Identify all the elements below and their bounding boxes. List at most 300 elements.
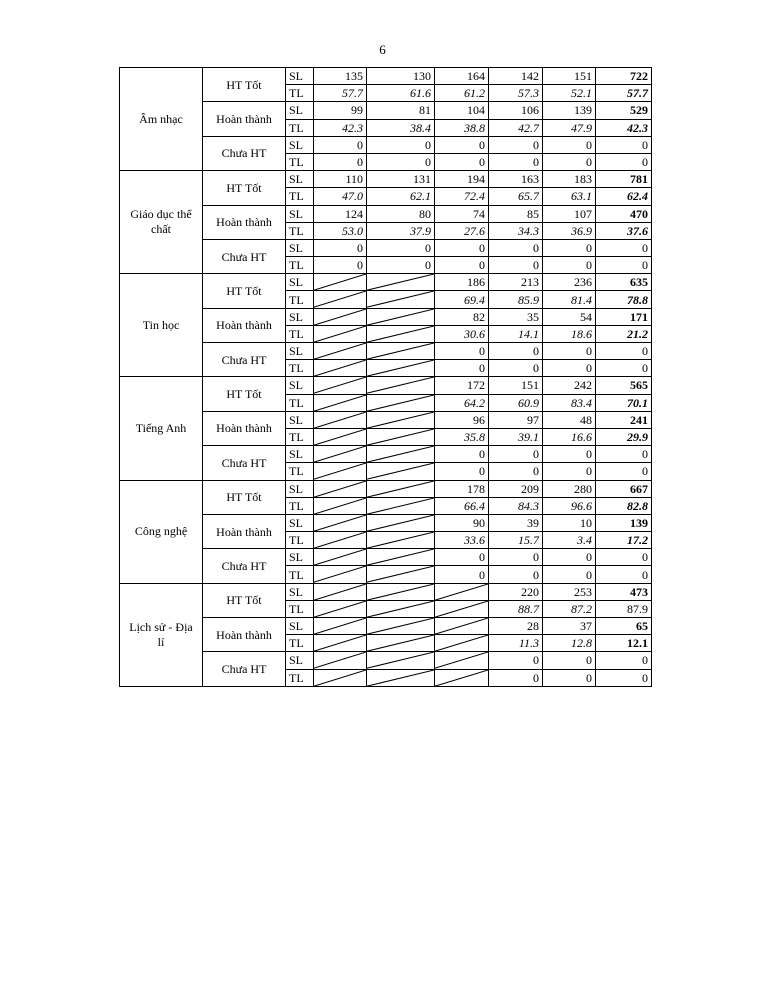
value-cell: 61.2 <box>435 85 489 102</box>
value-cell: 69.4 <box>435 291 489 308</box>
value-cell: 106 <box>489 102 543 119</box>
diagonal-strike-icon <box>314 515 366 531</box>
value-cell: 83.4 <box>543 394 596 411</box>
value-cell: 163 <box>489 171 543 188</box>
metric-label: TL <box>286 291 314 308</box>
level-label: Hoàn thành <box>203 102 286 136</box>
results-table <box>119 67 652 687</box>
diagonal-strike-icon <box>435 618 488 634</box>
value-cell: 90 <box>435 514 489 531</box>
level-label: HT Tốt <box>203 583 286 617</box>
diagonal-strike-icon <box>367 343 434 359</box>
value-cell: 3.4 <box>543 532 596 549</box>
total-cell: 139 <box>596 514 652 531</box>
level-label: Hoàn thành <box>203 411 286 445</box>
empty-cell <box>314 274 367 291</box>
metric-label: TL <box>286 325 314 342</box>
metric-label: TL <box>286 532 314 549</box>
diagonal-strike-icon <box>314 343 366 359</box>
value-cell: 0 <box>314 136 367 153</box>
level-label: Hoàn thành <box>203 618 286 652</box>
metric-label: SL <box>286 205 314 222</box>
table-row <box>120 377 652 394</box>
value-cell: 96 <box>435 411 489 428</box>
diagonal-strike-icon <box>314 412 366 428</box>
value-cell: 0 <box>543 257 596 274</box>
metric-label: TL <box>286 635 314 652</box>
value-cell: 107 <box>543 205 596 222</box>
value-cell: 38.8 <box>435 119 489 136</box>
level-label: HT Tốt <box>203 480 286 514</box>
level-label: Hoàn thành <box>203 514 286 548</box>
empty-cell <box>367 566 435 583</box>
metric-label: TL <box>286 600 314 617</box>
empty-cell <box>314 583 367 600</box>
total-cell: 529 <box>596 102 652 119</box>
metric-label: SL <box>286 377 314 394</box>
total-cell: 12.1 <box>596 635 652 652</box>
diagonal-strike-icon <box>367 635 434 651</box>
diagonal-strike-icon <box>314 360 366 376</box>
value-cell: 88.7 <box>489 600 543 617</box>
value-cell: 28 <box>489 618 543 635</box>
value-cell: 87.2 <box>543 600 596 617</box>
value-cell: 16.6 <box>543 428 596 445</box>
total-cell: 470 <box>596 205 652 222</box>
metric-label: TL <box>286 257 314 274</box>
total-cell: 0 <box>596 136 652 153</box>
metric-label: TL <box>286 394 314 411</box>
diagonal-strike-icon <box>314 463 366 479</box>
diagonal-strike-icon <box>314 618 366 634</box>
metric-label: SL <box>286 308 314 325</box>
empty-cell <box>314 497 367 514</box>
value-cell: 99 <box>314 102 367 119</box>
empty-cell <box>367 652 435 669</box>
empty-cell <box>367 514 435 531</box>
value-cell: 64.2 <box>435 394 489 411</box>
metric-label: SL <box>286 583 314 600</box>
empty-cell <box>367 549 435 566</box>
value-cell: 0 <box>435 446 489 463</box>
value-cell: 0 <box>489 549 543 566</box>
value-cell: 0 <box>435 239 489 256</box>
metric-label: TL <box>286 222 314 239</box>
value-cell: 0 <box>489 360 543 377</box>
value-cell: 172 <box>435 377 489 394</box>
diagonal-strike-icon <box>314 274 366 290</box>
value-cell: 0 <box>543 566 596 583</box>
value-cell: 139 <box>543 102 596 119</box>
empty-cell <box>314 618 367 635</box>
value-cell: 62.1 <box>367 188 435 205</box>
empty-cell <box>367 428 435 445</box>
value-cell: 14.1 <box>489 325 543 342</box>
diagonal-strike-icon <box>367 652 434 668</box>
empty-cell <box>367 669 435 686</box>
empty-cell <box>314 532 367 549</box>
total-cell: 29.9 <box>596 428 652 445</box>
value-cell: 81 <box>367 102 435 119</box>
empty-cell <box>314 463 367 480</box>
value-cell: 142 <box>489 68 543 85</box>
total-cell: 0 <box>596 566 652 583</box>
value-cell: 85 <box>489 205 543 222</box>
empty-cell <box>314 343 367 360</box>
diagonal-strike-icon <box>314 635 366 651</box>
value-cell: 0 <box>543 463 596 480</box>
metric-label: TL <box>286 428 314 445</box>
diagonal-strike-icon <box>314 498 366 514</box>
diagonal-strike-icon <box>314 566 366 582</box>
value-cell: 37 <box>543 618 596 635</box>
total-cell: 0 <box>596 669 652 686</box>
value-cell: 35 <box>489 308 543 325</box>
metric-label: SL <box>286 652 314 669</box>
value-cell: 0 <box>489 239 543 256</box>
value-cell: 0 <box>489 652 543 669</box>
value-cell: 0 <box>435 549 489 566</box>
value-cell: 33.6 <box>435 532 489 549</box>
value-cell: 60.9 <box>489 394 543 411</box>
level-label: Chưa HT <box>203 343 286 377</box>
empty-cell <box>314 325 367 342</box>
diagonal-strike-icon <box>367 429 434 445</box>
level-label: HT Tốt <box>203 68 286 102</box>
diagonal-strike-icon <box>367 377 434 393</box>
diagonal-strike-icon <box>367 618 434 634</box>
diagonal-strike-icon <box>314 446 366 462</box>
value-cell: 0 <box>543 153 596 170</box>
diagonal-strike-icon <box>367 481 434 497</box>
empty-cell <box>367 635 435 652</box>
value-cell: 0 <box>435 566 489 583</box>
level-label: Hoàn thành <box>203 308 286 342</box>
metric-label: SL <box>286 618 314 635</box>
diagonal-strike-icon <box>314 429 366 445</box>
value-cell: 47.9 <box>543 119 596 136</box>
empty-cell <box>367 308 435 325</box>
value-cell: 104 <box>435 102 489 119</box>
diagonal-strike-icon <box>367 326 434 342</box>
value-cell: 65.7 <box>489 188 543 205</box>
metric-label: TL <box>286 153 314 170</box>
level-label: Chưa HT <box>203 136 286 170</box>
empty-cell <box>367 343 435 360</box>
diagonal-strike-icon <box>314 309 366 325</box>
value-cell: 15.7 <box>489 532 543 549</box>
value-cell: 85.9 <box>489 291 543 308</box>
empty-cell <box>314 514 367 531</box>
diagonal-strike-icon <box>367 446 434 462</box>
value-cell: 183 <box>543 171 596 188</box>
empty-cell <box>367 394 435 411</box>
value-cell: 81.4 <box>543 291 596 308</box>
empty-cell <box>367 583 435 600</box>
value-cell: 151 <box>543 68 596 85</box>
value-cell: 130 <box>367 68 435 85</box>
value-cell: 0 <box>543 652 596 669</box>
empty-cell <box>367 411 435 428</box>
value-cell: 82 <box>435 308 489 325</box>
value-cell: 0 <box>489 136 543 153</box>
value-cell: 42.3 <box>314 119 367 136</box>
empty-cell <box>314 377 367 394</box>
empty-cell <box>435 652 489 669</box>
value-cell: 37.9 <box>367 222 435 239</box>
empty-cell <box>435 583 489 600</box>
diagonal-strike-icon <box>314 481 366 497</box>
empty-cell <box>314 394 367 411</box>
table-row <box>120 480 652 497</box>
value-cell: 57.7 <box>314 85 367 102</box>
value-cell: 135 <box>314 68 367 85</box>
table-row <box>120 274 652 291</box>
value-cell: 34.3 <box>489 222 543 239</box>
diagonal-strike-icon <box>314 670 366 686</box>
total-cell: 78.8 <box>596 291 652 308</box>
empty-cell <box>314 480 367 497</box>
metric-label: SL <box>286 446 314 463</box>
value-cell: 39.1 <box>489 428 543 445</box>
diagonal-strike-icon <box>367 515 434 531</box>
subject-name: Tin học <box>120 274 203 377</box>
diagonal-strike-icon <box>367 498 434 514</box>
total-cell: 70.1 <box>596 394 652 411</box>
total-cell: 57.7 <box>596 85 652 102</box>
empty-cell <box>314 566 367 583</box>
level-label: HT Tốt <box>203 171 286 205</box>
empty-cell <box>314 411 367 428</box>
value-cell: 0 <box>314 257 367 274</box>
diagonal-strike-icon <box>367 412 434 428</box>
value-cell: 209 <box>489 480 543 497</box>
value-cell: 131 <box>367 171 435 188</box>
diagonal-strike-icon <box>314 291 366 307</box>
value-cell: 0 <box>489 153 543 170</box>
total-cell: 0 <box>596 463 652 480</box>
empty-cell <box>314 291 367 308</box>
value-cell: 151 <box>489 377 543 394</box>
diagonal-strike-icon <box>367 309 434 325</box>
level-label: HT Tốt <box>203 377 286 411</box>
total-cell: 635 <box>596 274 652 291</box>
total-cell: 65 <box>596 618 652 635</box>
metric-label: SL <box>286 171 314 188</box>
empty-cell <box>314 652 367 669</box>
total-cell: 82.8 <box>596 497 652 514</box>
metric-label: TL <box>286 85 314 102</box>
metric-label: TL <box>286 119 314 136</box>
metric-label: SL <box>286 68 314 85</box>
total-cell: 17.2 <box>596 532 652 549</box>
value-cell: 38.4 <box>367 119 435 136</box>
value-cell: 0 <box>367 136 435 153</box>
total-cell: 42.3 <box>596 119 652 136</box>
empty-cell <box>314 428 367 445</box>
total-cell: 565 <box>596 377 652 394</box>
value-cell: 178 <box>435 480 489 497</box>
diagonal-strike-icon <box>314 584 366 600</box>
value-cell: 124 <box>314 205 367 222</box>
value-cell: 0 <box>489 257 543 274</box>
metric-label: TL <box>286 360 314 377</box>
empty-cell <box>314 308 367 325</box>
empty-cell <box>367 480 435 497</box>
empty-cell <box>367 618 435 635</box>
metric-label: SL <box>286 239 314 256</box>
value-cell: 18.6 <box>543 325 596 342</box>
diagonal-strike-icon <box>367 566 434 582</box>
value-cell: 0 <box>489 343 543 360</box>
total-cell: 0 <box>596 652 652 669</box>
value-cell: 0 <box>314 239 367 256</box>
value-cell: 47.0 <box>314 188 367 205</box>
diagonal-strike-icon <box>435 635 488 651</box>
total-cell: 0 <box>596 360 652 377</box>
value-cell: 66.4 <box>435 497 489 514</box>
value-cell: 280 <box>543 480 596 497</box>
value-cell: 0 <box>543 360 596 377</box>
level-label: Chưa HT <box>203 549 286 583</box>
value-cell: 220 <box>489 583 543 600</box>
diagonal-strike-icon <box>314 377 366 393</box>
value-cell: 0 <box>435 463 489 480</box>
metric-label: SL <box>286 102 314 119</box>
subject-name: Công nghệ <box>120 480 203 583</box>
value-cell: 0 <box>489 566 543 583</box>
value-cell: 213 <box>489 274 543 291</box>
diagonal-strike-icon <box>367 463 434 479</box>
level-label: Chưa HT <box>203 239 286 273</box>
diagonal-strike-icon <box>367 274 434 290</box>
value-cell: 54 <box>543 308 596 325</box>
empty-cell <box>367 463 435 480</box>
value-cell: 236 <box>543 274 596 291</box>
total-cell: 0 <box>596 239 652 256</box>
total-cell: 171 <box>596 308 652 325</box>
level-label: Chưa HT <box>203 652 286 686</box>
total-cell: 0 <box>596 446 652 463</box>
results-table-body <box>120 68 652 687</box>
value-cell: 242 <box>543 377 596 394</box>
subject-name: Giáo dục thể chất <box>120 171 203 274</box>
metric-label: TL <box>286 188 314 205</box>
diagonal-strike-icon <box>435 670 488 686</box>
diagonal-strike-icon <box>367 601 434 617</box>
value-cell: 84.3 <box>489 497 543 514</box>
diagonal-strike-icon <box>367 532 434 548</box>
total-cell: 722 <box>596 68 652 85</box>
value-cell: 72.4 <box>435 188 489 205</box>
metric-label: SL <box>286 343 314 360</box>
diagonal-strike-icon <box>367 549 434 565</box>
total-cell: 0 <box>596 549 652 566</box>
value-cell: 0 <box>489 669 543 686</box>
value-cell: 253 <box>543 583 596 600</box>
metric-label: SL <box>286 480 314 497</box>
value-cell: 0 <box>435 257 489 274</box>
value-cell: 61.6 <box>367 85 435 102</box>
value-cell: 0 <box>367 257 435 274</box>
value-cell: 11.3 <box>489 635 543 652</box>
empty-cell <box>435 618 489 635</box>
value-cell: 27.6 <box>435 222 489 239</box>
subject-name: Tiếng Anh <box>120 377 203 480</box>
value-cell: 48 <box>543 411 596 428</box>
value-cell: 194 <box>435 171 489 188</box>
value-cell: 53.0 <box>314 222 367 239</box>
value-cell: 110 <box>314 171 367 188</box>
empty-cell <box>314 446 367 463</box>
value-cell: 52.1 <box>543 85 596 102</box>
value-cell: 97 <box>489 411 543 428</box>
metric-label: SL <box>286 136 314 153</box>
value-cell: 186 <box>435 274 489 291</box>
total-cell: 781 <box>596 171 652 188</box>
metric-label: SL <box>286 549 314 566</box>
level-label: Chưa HT <box>203 446 286 480</box>
metric-label: TL <box>286 497 314 514</box>
diagonal-strike-icon <box>314 601 366 617</box>
value-cell: 0 <box>543 549 596 566</box>
metric-label: TL <box>286 463 314 480</box>
value-cell: 36.9 <box>543 222 596 239</box>
empty-cell <box>367 532 435 549</box>
empty-cell <box>314 360 367 377</box>
value-cell: 164 <box>435 68 489 85</box>
value-cell: 0 <box>489 463 543 480</box>
diagonal-strike-icon <box>435 601 488 617</box>
diagonal-strike-icon <box>367 395 434 411</box>
value-cell: 0 <box>435 153 489 170</box>
total-cell: 62.4 <box>596 188 652 205</box>
total-cell: 0 <box>596 257 652 274</box>
value-cell: 0 <box>489 446 543 463</box>
empty-cell <box>314 635 367 652</box>
metric-label: TL <box>286 566 314 583</box>
empty-cell <box>367 600 435 617</box>
total-cell: 21.2 <box>596 325 652 342</box>
value-cell: 0 <box>435 343 489 360</box>
empty-cell <box>435 600 489 617</box>
diagonal-strike-icon <box>435 652 488 668</box>
subject-name: Âm nhạc <box>120 68 203 171</box>
diagonal-strike-icon <box>367 670 434 686</box>
diagonal-strike-icon <box>367 360 434 376</box>
table-row <box>120 171 652 188</box>
metric-label: SL <box>286 514 314 531</box>
level-label: HT Tốt <box>203 274 286 308</box>
diagonal-strike-icon <box>314 532 366 548</box>
total-cell: 473 <box>596 583 652 600</box>
value-cell: 0 <box>367 239 435 256</box>
diagonal-strike-icon <box>314 549 366 565</box>
total-cell: 667 <box>596 480 652 497</box>
level-label: Hoàn thành <box>203 205 286 239</box>
total-cell: 87.9 <box>596 600 652 617</box>
value-cell: 63.1 <box>543 188 596 205</box>
value-cell: 0 <box>543 446 596 463</box>
value-cell: 10 <box>543 514 596 531</box>
value-cell: 35.8 <box>435 428 489 445</box>
empty-cell <box>314 549 367 566</box>
total-cell: 37.6 <box>596 222 652 239</box>
empty-cell <box>435 635 489 652</box>
metric-label: SL <box>286 411 314 428</box>
diagonal-strike-icon <box>314 326 366 342</box>
total-cell: 241 <box>596 411 652 428</box>
